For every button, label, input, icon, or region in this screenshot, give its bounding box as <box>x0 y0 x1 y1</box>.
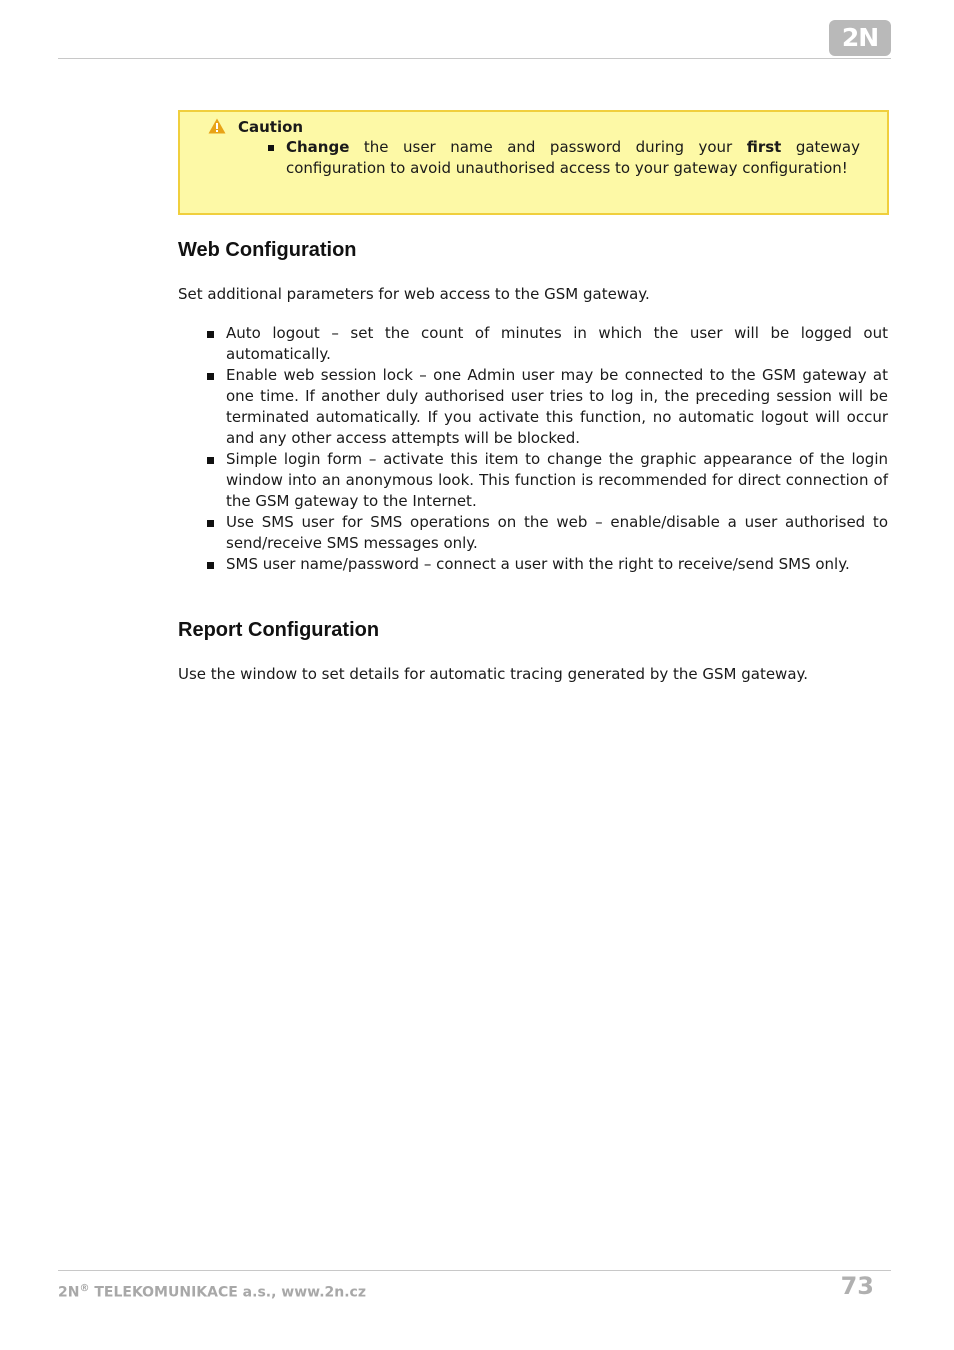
list-item-text: SMS user name/password – connect a user with the right to receive/send SMS only. <box>226 555 850 573</box>
web-config-heading: Web Configuration <box>178 239 357 261</box>
caution-first: first <box>746 138 782 156</box>
brand-logo: 2N <box>829 20 891 56</box>
footer-rule <box>58 1270 891 1271</box>
web-config-intro: Set additional parameters for web access to the GSM gateway. <box>178 285 650 303</box>
list-item <box>206 512 888 554</box>
footer-company-rest: TELEKOMUNIKACE a.s., www.2n.cz <box>89 1284 366 1301</box>
web-config-list <box>206 323 888 575</box>
bullet-marker <box>207 562 214 569</box>
page-number: 73 <box>840 1272 874 1300</box>
caution-text <box>286 137 860 179</box>
report-config-intro: Use the window to set details for automatic tracing generated by the GSM gateway. <box>178 665 809 683</box>
warning-triangle-icon <box>208 118 226 134</box>
bullet-marker <box>207 373 214 380</box>
registered-mark: ® <box>79 1283 90 1294</box>
report-config-heading: Report Configuration <box>178 619 380 641</box>
list-item-text: Simple login form – activate this item to change the graphic appearance of the login window into an anonymous look. This function is recommended for direct connection of the GSM gateway to the Internet. <box>226 450 888 510</box>
list-item <box>206 365 888 449</box>
list-item-text: Auto logout – set the count of minutes in which the user will be logged out automatically. <box>226 324 888 363</box>
footer-brand: 2N <box>58 1284 80 1301</box>
footer-company <box>58 1279 366 1303</box>
bullet-marker <box>268 145 274 151</box>
list-item <box>206 554 888 575</box>
list-item-text: Enable web session lock – one Admin user may be connected to the GSM gateway at one time. If another duly authorised user tries to log in, the preceding session will be terminated automatically. If you activate this function, no automatic logout will occur and any other access attempts will be blocked. <box>226 366 888 447</box>
caution-title: Caution <box>238 118 304 136</box>
list-item <box>206 449 888 512</box>
caution-end: gateway configuration to avoid unauthorised access to your gateway configuration! <box>286 138 860 177</box>
caution-middle: the user name and password during your <box>349 138 747 156</box>
caution-box <box>178 110 889 215</box>
list-item-text: Use SMS user for SMS operations on the web – enable/disable a user authorised to send/receive SMS messages only. <box>226 513 888 552</box>
bullet-marker <box>207 457 214 464</box>
list-item <box>206 323 888 365</box>
header-rule <box>58 58 891 59</box>
bullet-marker <box>207 520 214 527</box>
caution-change: Change <box>286 138 350 156</box>
bullet-marker <box>207 331 214 338</box>
